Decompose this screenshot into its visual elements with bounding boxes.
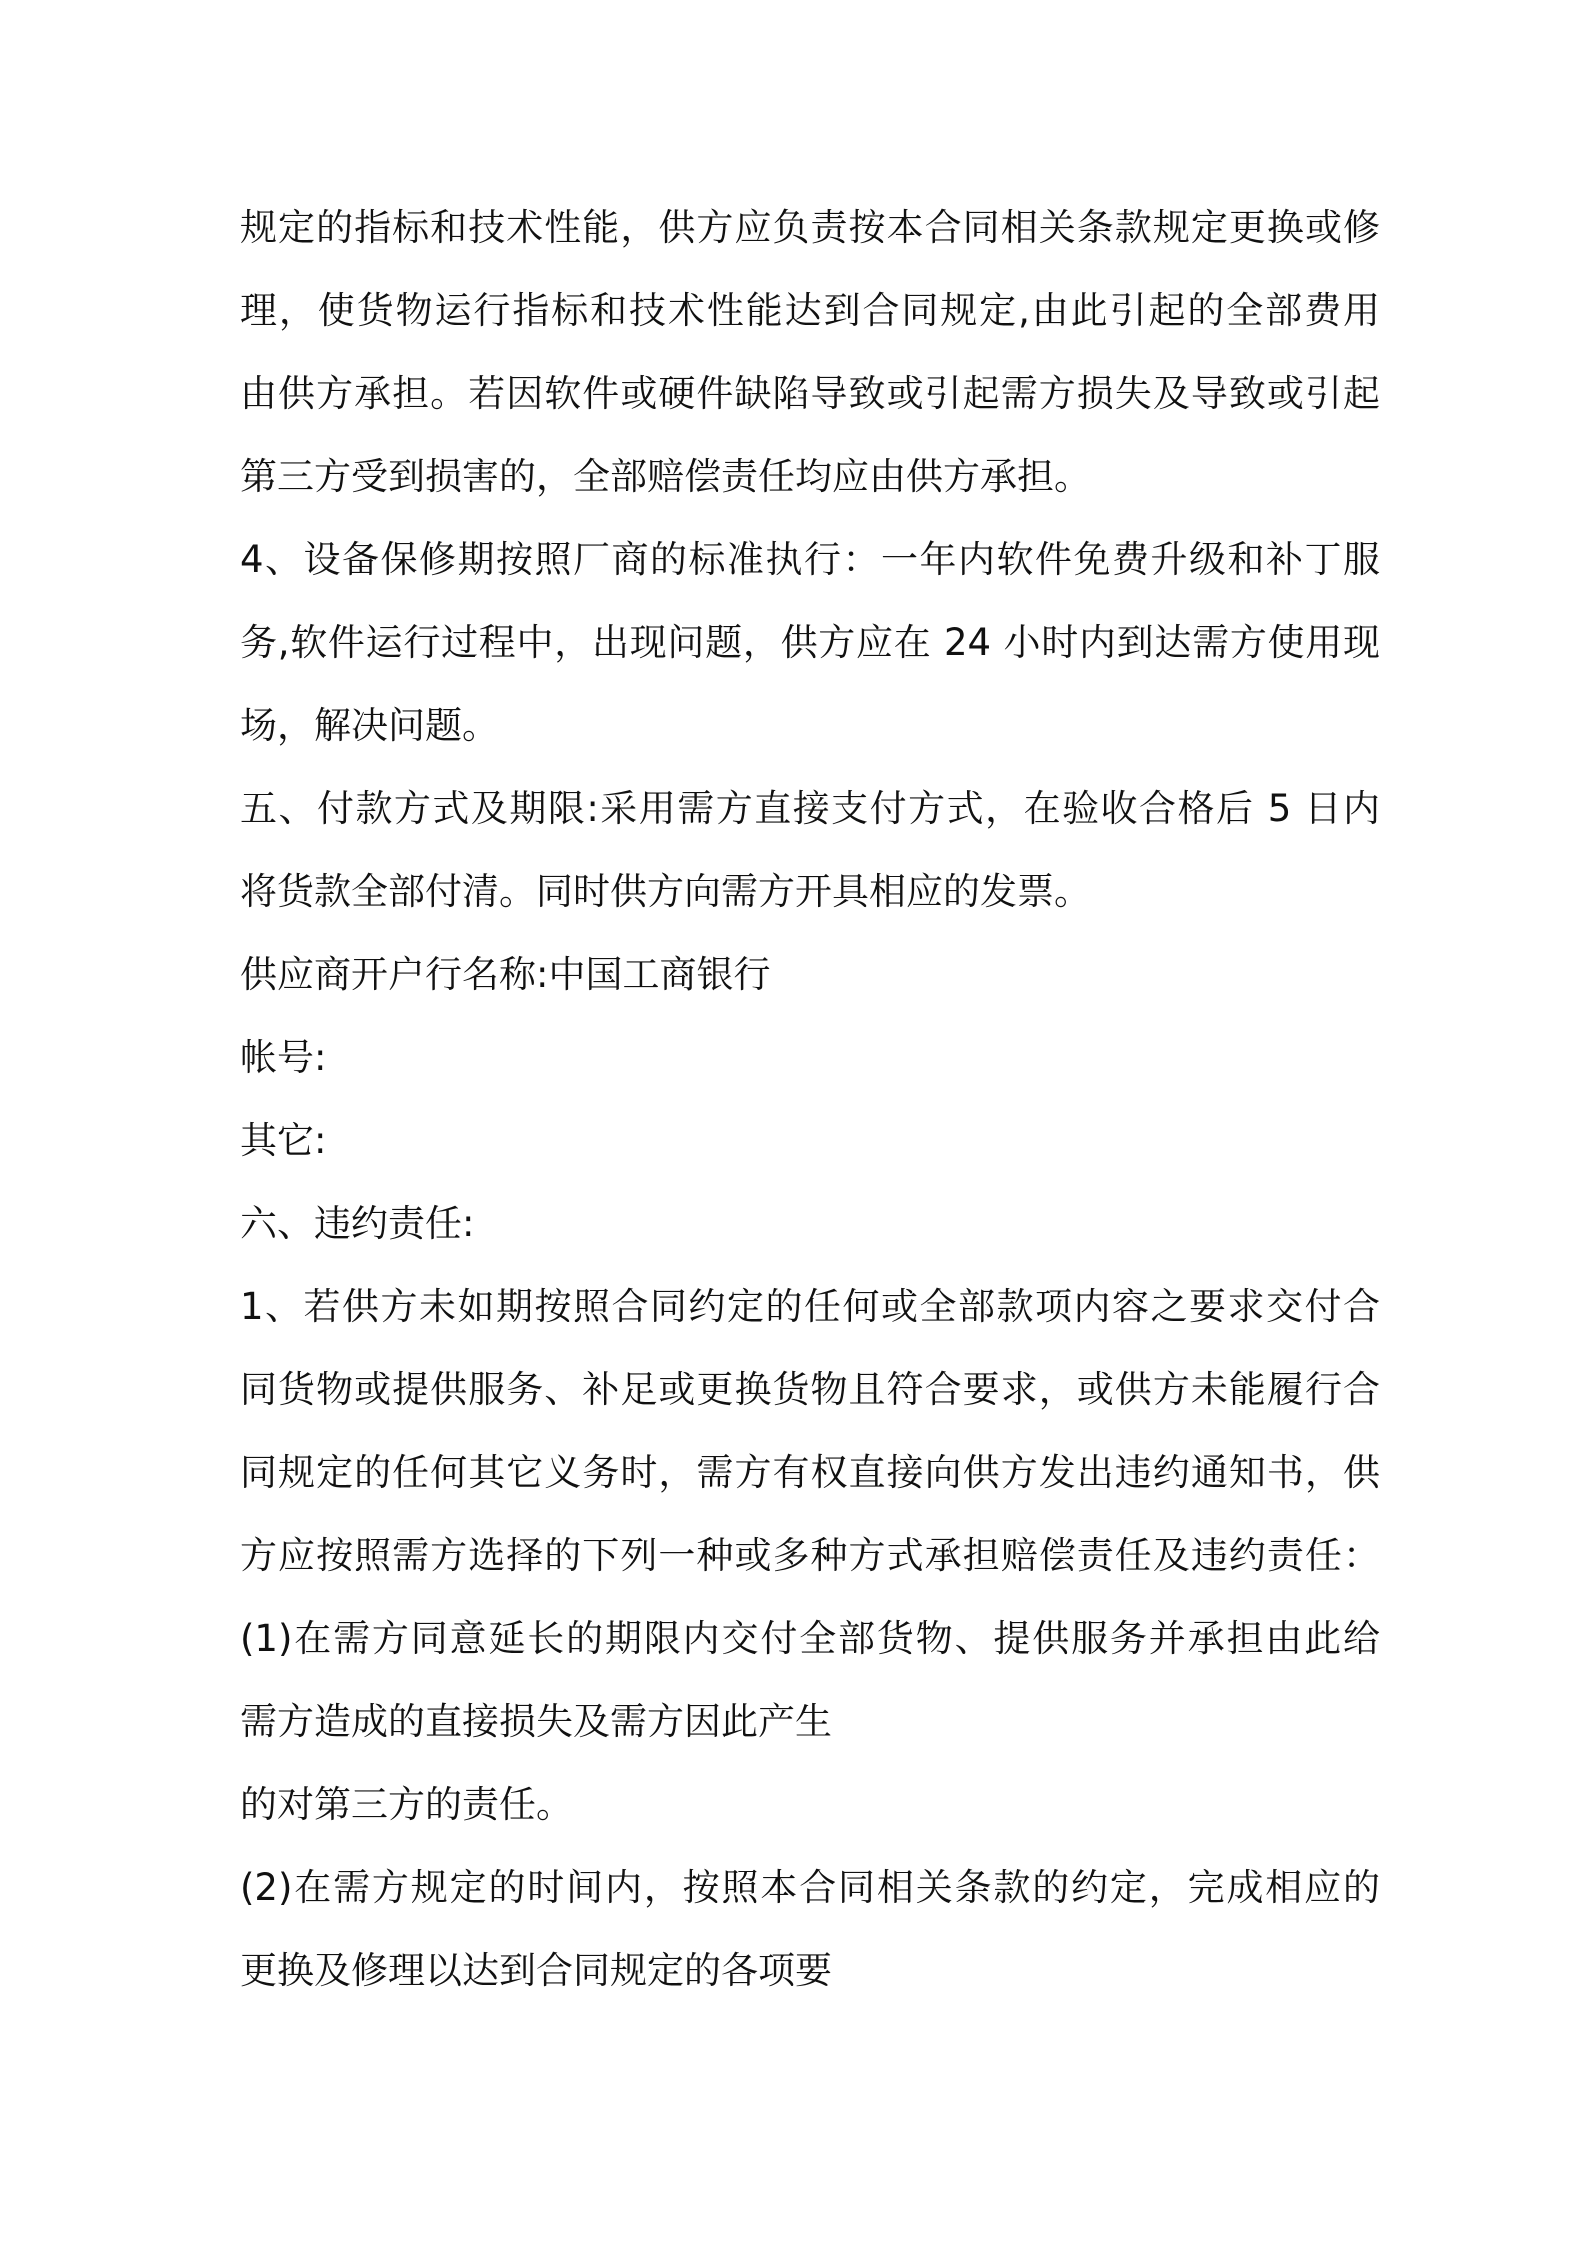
text-line: 4、设备保修期按照厂商的标准执行：一年内软件免费升级和补丁服 bbox=[240, 538, 1380, 581]
text-line: 规定的指标和技术性能，供方应负责按本合同相关条款规定更换或修 bbox=[240, 206, 1380, 249]
text-line: 1、若供方未如期按照合同约定的任何或全部款项内容之要求交付合 bbox=[240, 1285, 1380, 1328]
text-line: 五、付款方式及期限:采用需方直接支付方式，在验收合格后 5 日内 bbox=[240, 787, 1380, 830]
text-line: 方应按照需方选择的下列一种或多种方式承担赔偿责任及违约责任： bbox=[240, 1534, 1380, 1577]
text-line: 帐号: bbox=[240, 1036, 327, 1079]
text-line: 的对第三方的责任。 bbox=[240, 1783, 573, 1826]
text-line: 同规定的任何其它义务时，需方有权直接向供方发出违约通知书，供 bbox=[240, 1451, 1380, 1494]
text-line: (2)在需方规定的时间内，按照本合同相关条款的约定，完成相应的 bbox=[240, 1866, 1380, 1909]
text-line: 同货物或提供服务、补足或更换货物且符合要求，或供方未能履行合 bbox=[240, 1368, 1380, 1411]
text-line: 供应商开户行名称:中国工商银行 bbox=[240, 953, 771, 996]
text-line: (1)在需方同意延长的期限内交付全部货物、提供服务并承担由此给 bbox=[240, 1617, 1380, 1660]
text-line: 由供方承担。若因软件或硬件缺陷导致或引起需方损失及导致或引起 bbox=[240, 372, 1380, 415]
text-line: 场，解决问题。 bbox=[240, 704, 499, 747]
text-line: 六、违约责任: bbox=[240, 1202, 475, 1245]
text-line: 第三方受到损害的，全部赔偿责任均应由供方承担。 bbox=[240, 455, 1091, 498]
text-line: 更换及修理以达到合同规定的各项要 bbox=[240, 1949, 832, 1992]
text-line: 需方造成的直接损失及需方因此产生 bbox=[240, 1700, 832, 1743]
text-line: 理，使货物运行指标和技术性能达到合同规定,由此引起的全部费用 bbox=[240, 289, 1380, 332]
text-line: 务,软件运行过程中，出现问题，供方应在 24 小时内到达需方使用现 bbox=[240, 621, 1380, 664]
text-line: 将货款全部付清。同时供方向需方开具相应的发票。 bbox=[240, 870, 1091, 913]
text-line: 其它: bbox=[240, 1119, 327, 1162]
